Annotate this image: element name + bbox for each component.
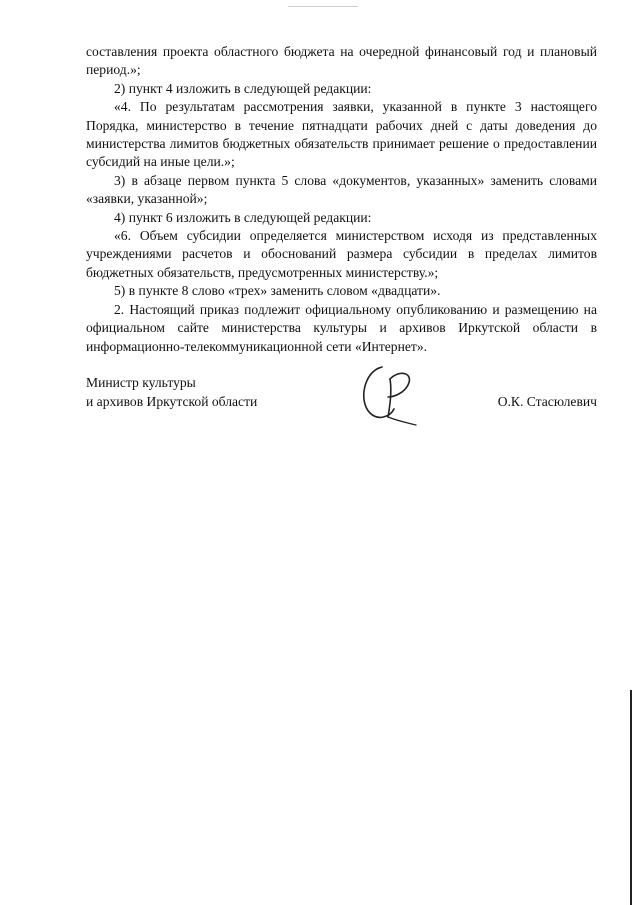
paragraph-quote-4: «4. По результатам рассмотрения заявки, указанной в пункте 3 настоящего Порядка, министерство в течение пятнадцати рабочих дней с даты доведения до министерства лимитов бюджетных обязательств принимает решение о предоставлении субсидий на иные цели.»; — [86, 99, 597, 170]
paragraph-item-2: 2) пункт 4 изложить в следующей редакции: — [114, 80, 372, 96]
paragraph-item-4: 4) пункт 6 изложить в следующей редакции: — [114, 209, 372, 225]
signatory-name: О.К. Стасюлевич — [497, 394, 597, 409]
position-line-1: Министр культуры — [86, 375, 196, 390]
paragraph-item-3: 3) в абзаце первом пункта 5 слова «документов, указанных» заменить словами «заявки, указанной»; — [86, 172, 597, 207]
signature-block — [86, 373, 597, 433]
paragraph-continuation: составления проекта областного бюджета на очередной финансовый год и плановый период.»; — [86, 44, 597, 78]
paragraph-section-2: 2. Настоящий приказ подлежит официальному опубликованию и размещению на официальном сайте министерства культуры и архивов Иркутской области в информационно-телекоммуникационной сети «Интернет». — [86, 301, 597, 354]
scan-artifact — [288, 6, 358, 9]
document-body — [86, 43, 597, 356]
paragraph-item-5: 5) в пункте 8 слово «трех» заменить словом «двадцати». — [114, 283, 441, 299]
scan-edge-line — [630, 690, 632, 905]
signatory-position — [86, 373, 257, 411]
paragraph-quote-6: «6. Объем субсидии определяется министерством исходя из представленных учреждениями расчетов и обоснований размера субсидии в пределах лимитов бюджетных обязательств, предусмотренных министерству.»; — [86, 228, 597, 280]
position-line-2: и архивов Иркутской области — [86, 394, 258, 409]
handwritten-signature — [354, 361, 430, 427]
